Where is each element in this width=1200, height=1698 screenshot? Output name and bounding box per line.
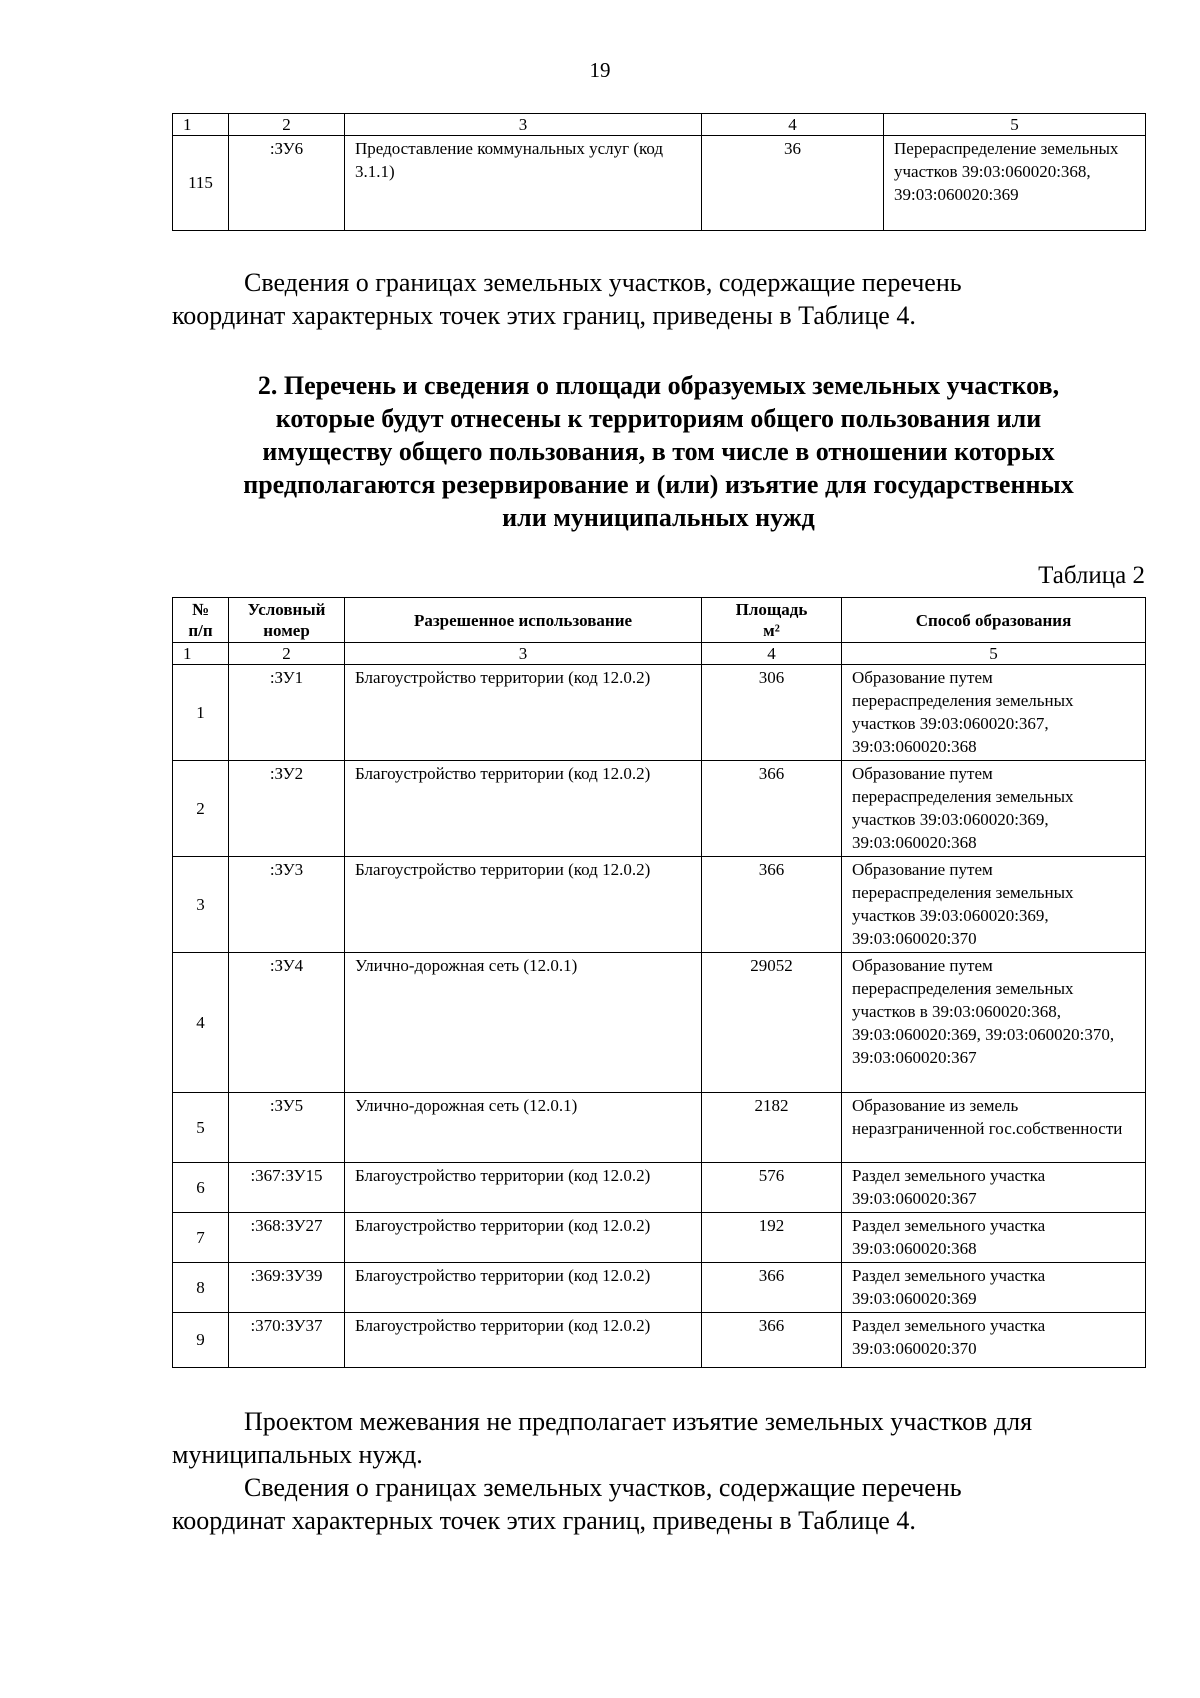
boundaries-paragraph: [172, 266, 1145, 332]
row-number: 7: [173, 1213, 229, 1263]
table-caption: Таблица 2: [1038, 562, 1145, 589]
parcels-table: [172, 597, 1146, 1368]
permitted-use: Благоустройство территории (код 12.0.2): [345, 1163, 702, 1213]
parcel-code: :ЗУ1: [229, 665, 345, 761]
heading-line: предполагаются резервирование и (или) изъятие для государственных: [243, 470, 1074, 499]
parcel-code: :ЗУ4: [229, 953, 345, 1093]
parcel-code: :ЗУ6: [229, 136, 345, 231]
row-number: 3: [173, 857, 229, 953]
permitted-use: Благоустройство территории (код 12.0.2): [345, 665, 702, 761]
parcel-code: :ЗУ3: [229, 857, 345, 953]
paragraph-line: координат характерных точек этих границ, приведены в Таблице 4.: [172, 1506, 916, 1535]
table-row: [173, 1263, 1146, 1313]
formation-method: Образование из земель неразграниченной гос.собственности: [842, 1093, 1146, 1163]
row-number: 6: [173, 1163, 229, 1213]
table-row: [173, 1313, 1146, 1368]
continued-table: [172, 113, 1146, 231]
permitted-use: Улично-дорожная сеть (12.0.1): [345, 953, 702, 1093]
header-number: № п/п: [173, 598, 229, 643]
parcel-area: 36: [702, 136, 884, 231]
table-row: [173, 761, 1146, 857]
parcel-area: 29052: [702, 953, 842, 1093]
parcel-area: 366: [702, 1313, 842, 1368]
parcel-area: 576: [702, 1163, 842, 1213]
row-number: 8: [173, 1263, 229, 1313]
paragraph-line: Проектом межевания не предполагает изъятие земельных участков для: [244, 1407, 1033, 1436]
boundaries-paragraph-2: [172, 1471, 1145, 1537]
index-cell: 4: [702, 114, 884, 136]
permitted-use: Благоустройство территории (код 12.0.2): [345, 1263, 702, 1313]
permitted-use: Благоустройство территории (код 12.0.2): [345, 761, 702, 857]
header-use: Разрешенное использование: [345, 598, 702, 643]
formation-method: Раздел земельного участка 39:03:060020:370: [842, 1313, 1146, 1368]
row-number: 115: [173, 136, 229, 231]
parcel-code: :370:ЗУ37: [229, 1313, 345, 1368]
parcel-area: 2182: [702, 1093, 842, 1163]
row-number: 5: [173, 1093, 229, 1163]
row-number: 2: [173, 761, 229, 857]
formation-method: Раздел земельного участка 39:03:060020:369: [842, 1263, 1146, 1313]
section-heading: [172, 369, 1145, 534]
index-cell: 3: [345, 643, 702, 665]
table-row: [173, 1163, 1146, 1213]
heading-line: имуществу общего пользования, в том числе в отношении которых: [262, 437, 1055, 466]
index-cell: 5: [884, 114, 1146, 136]
formation-method: Раздел земельного участка 39:03:060020:367: [842, 1163, 1146, 1213]
permitted-use: Благоустройство территории (код 12.0.2): [345, 857, 702, 953]
heading-line: которые будут отнесены к территориям общего пользования или: [275, 404, 1042, 433]
header-area: Площадь м²: [702, 598, 842, 643]
table-row: [173, 857, 1146, 953]
formation-method: Образование путем перераспределения земельных участков 39:03:060020:367, 39:03:060020:368: [842, 665, 1146, 761]
permitted-use: Благоустройство территории (код 12.0.2): [345, 1213, 702, 1263]
column-index-row: [173, 643, 1146, 665]
permitted-use: Благоустройство территории (код 12.0.2): [345, 1313, 702, 1368]
index-cell: 2: [229, 643, 345, 665]
row-number: 1: [173, 665, 229, 761]
header-row: [173, 598, 1146, 643]
paragraph-line: Сведения о границах земельных участков, содержащие перечень: [244, 268, 962, 297]
index-cell: 4: [702, 643, 842, 665]
parcel-area: 192: [702, 1213, 842, 1263]
table-row: [173, 665, 1146, 761]
header-method: Способ образования: [842, 598, 1146, 643]
index-cell: 3: [345, 114, 702, 136]
paragraph-line: муниципальных нужд.: [172, 1440, 423, 1469]
formation-method: Образование путем перераспределения земельных участков в 39:03:060020:368, 39:03:060020:369, 39:03:060020:370, 39:03:060020:367: [842, 953, 1146, 1093]
formation-method: Раздел земельного участка 39:03:060020:368: [842, 1213, 1146, 1263]
table-row: [173, 1213, 1146, 1263]
table-row: [173, 136, 1146, 231]
permitted-use: Улично-дорожная сеть (12.0.1): [345, 1093, 702, 1163]
column-index-row: [173, 114, 1146, 136]
paragraph-line: Сведения о границах земельных участков, содержащие перечень: [244, 1473, 962, 1502]
index-cell: 5: [842, 643, 1146, 665]
parcel-code: :368:ЗУ27: [229, 1213, 345, 1263]
row-number: 4: [173, 953, 229, 1093]
parcel-code: :ЗУ5: [229, 1093, 345, 1163]
page-number: 19: [589, 58, 611, 82]
parcel-code: :367:ЗУ15: [229, 1163, 345, 1213]
row-number: 9: [173, 1313, 229, 1368]
parcel-area: 306: [702, 665, 842, 761]
heading-line: или муниципальных нужд: [502, 503, 815, 532]
table-row: [173, 953, 1146, 1093]
formation-method: Перераспределение земельных участков 39:03:060020:368, 39:03:060020:369: [884, 136, 1146, 231]
parcel-code: :369:ЗУ39: [229, 1263, 345, 1313]
parcel-area: 366: [702, 761, 842, 857]
index-cell: 2: [229, 114, 345, 136]
index-cell: 1: [173, 114, 229, 136]
no-seizure-paragraph: [172, 1405, 1145, 1471]
permitted-use: Предоставление коммунальных услуг (код 3.1.1): [345, 136, 702, 231]
index-cell: 1: [173, 643, 229, 665]
formation-method: Образование путем перераспределения земельных участков 39:03:060020:369, 39:03:060020:368: [842, 761, 1146, 857]
header-code: Условный номер: [229, 598, 345, 643]
parcel-area: 366: [702, 1263, 842, 1313]
parcel-code: :ЗУ2: [229, 761, 345, 857]
table-row: [173, 1093, 1146, 1163]
heading-line: 2. Перечень и сведения о площади образуемых земельных участков,: [257, 371, 1060, 400]
parcel-area: 366: [702, 857, 842, 953]
formation-method: Образование путем перераспределения земельных участков 39:03:060020:369, 39:03:060020:370: [842, 857, 1146, 953]
paragraph-line: координат характерных точек этих границ, приведены в Таблице 4.: [172, 301, 916, 330]
